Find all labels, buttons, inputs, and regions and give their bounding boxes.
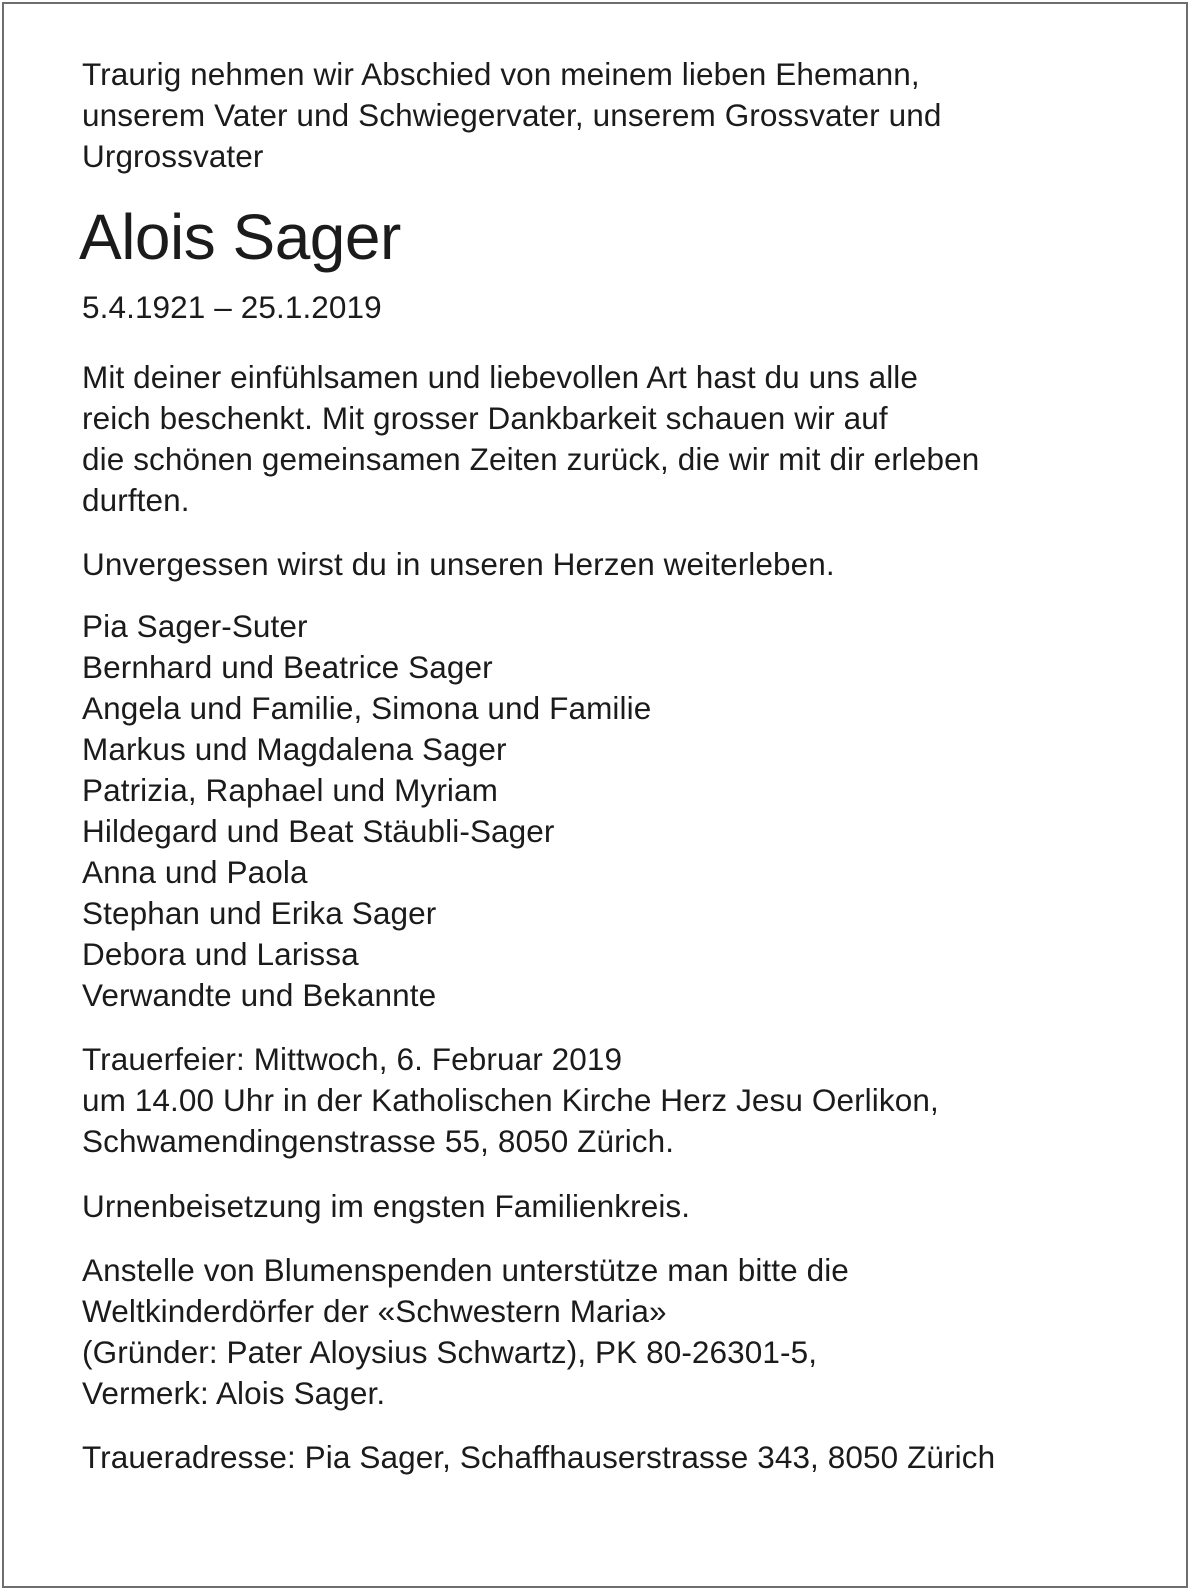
mourner-entry: Angela und Familie, Simona und Familie (82, 690, 652, 726)
mourning-address: Traueradresse: Pia Sager, Schaffhauserstrasse 343, 8050 Zürich (82, 1439, 996, 1475)
mourner-entry: Anna und Paola (82, 854, 308, 890)
mourner-entry: Pia Sager-Suter (82, 608, 308, 644)
intro-paragraph (82, 54, 1162, 177)
mourner-entry: Hildegard und Beat Stäubli-Sager (82, 813, 555, 849)
tribute-line: reich beschenkt. Mit grosser Dankbarkeit schauen wir auf (82, 400, 888, 436)
unforgotten-line: Unvergessen wirst du in unseren Herzen weiterleben. (82, 546, 835, 582)
mourner-entry: Bernhard und Beatrice Sager (82, 649, 493, 685)
burial-info: Urnenbeisetzung im engsten Familienkreis. (82, 1188, 691, 1224)
service-line: Trauerfeier: Mittwoch, 6. Februar 2019 (82, 1041, 623, 1077)
tribute-line: Mit deiner einfühlsamen und liebevollen Art hast du uns alle (82, 359, 919, 395)
mourner-entry: Patrizia, Raphael und Myriam (82, 772, 498, 808)
intro-line: Traurig nehmen wir Abschied von meinem lieben Ehemann, (82, 56, 920, 92)
donation-info (82, 1250, 1162, 1414)
life-dates: 5.4.1921 – 25.1.2019 (82, 289, 382, 325)
mourner-entry: Verwandte und Bekannte (82, 977, 437, 1013)
deceased-name: Alois Sager (79, 201, 401, 273)
donation-line: (Gründer: Pater Aloysius Schwartz), PK 80-26301-5, (82, 1334, 818, 1370)
mourner-entry: Markus und Magdalena Sager (82, 731, 507, 767)
intro-line: unserem Vater und Schwiegervater, unserem Grossvater und (82, 97, 942, 133)
donation-line: Vermerk: Alois Sager. (82, 1375, 386, 1411)
donation-line: Anstelle von Blumenspenden unterstütze man bitte die (82, 1252, 849, 1288)
mourners-list (82, 606, 1162, 1016)
funeral-service-info (82, 1039, 1162, 1162)
mourner-entry: Stephan und Erika Sager (82, 895, 437, 931)
obituary-content (79, 54, 1162, 1478)
intro-line: Urgrossvater (82, 138, 264, 174)
tribute-line: durften. (82, 482, 190, 518)
service-line: um 14.00 Uhr in der Katholischen Kirche Herz Jesu Oerlikon, (82, 1082, 939, 1118)
service-line: Schwamendingenstrasse 55, 8050 Zürich. (82, 1123, 675, 1159)
mourner-entry: Debora und Larissa (82, 936, 359, 972)
tribute-paragraph (82, 357, 1162, 521)
tribute-line: die schönen gemeinsamen Zeiten zurück, die wir mit dir erleben (82, 441, 980, 477)
donation-line: Weltkinderdörfer der «Schwestern Maria» (82, 1293, 667, 1329)
obituary-frame (2, 2, 1188, 1588)
